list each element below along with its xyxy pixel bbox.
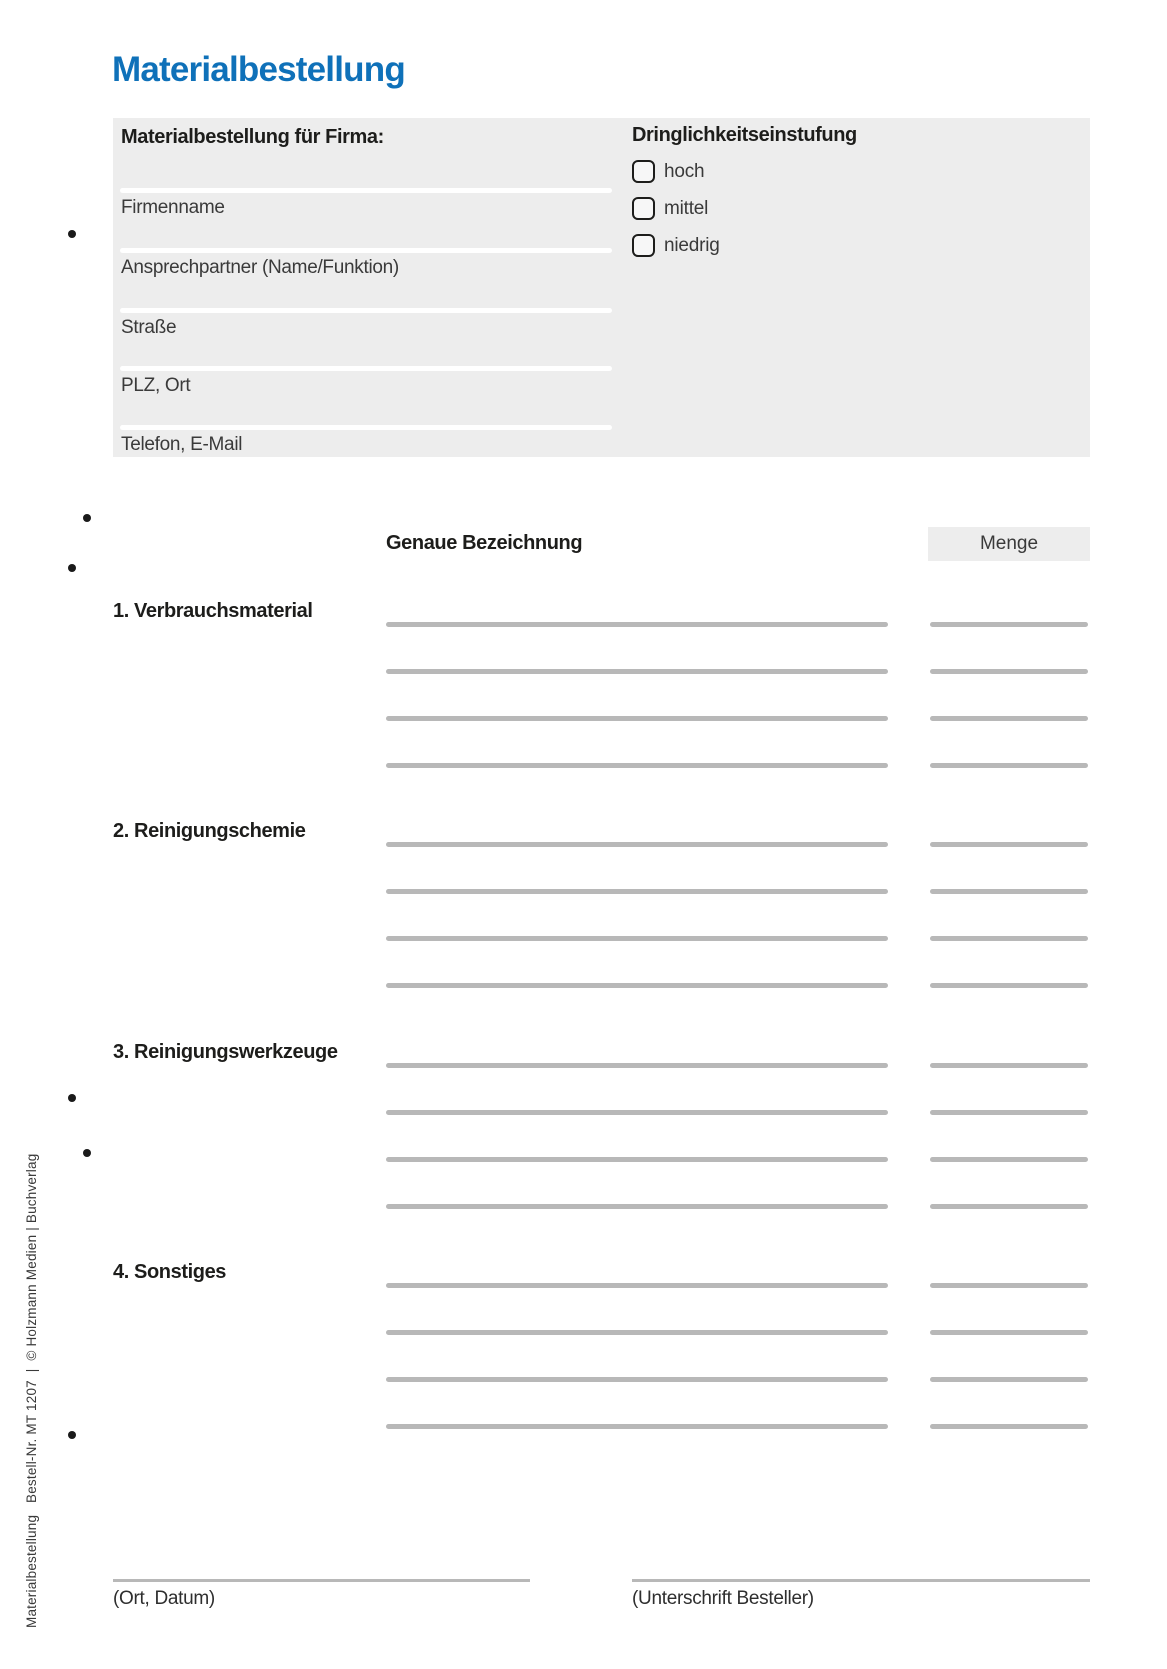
order-quantity-line[interactable] [930, 669, 1088, 674]
order-description-line[interactable] [386, 669, 888, 674]
order-description-line[interactable] [386, 1424, 888, 1429]
page-title: Materialbestellung [112, 50, 405, 89]
urgency-option-label: mittel [664, 197, 709, 219]
section-label: 4. Sonstiges [113, 1261, 227, 1283]
company-field-label: Telefon, E-Mail [121, 434, 243, 455]
urgency-option-label: niedrig [664, 234, 720, 256]
order-description-line[interactable] [386, 983, 888, 988]
company-field-label: Ansprechpartner (Name/Funktion) [121, 257, 399, 278]
order-quantity-line[interactable] [930, 1377, 1088, 1382]
order-description-line[interactable] [386, 1110, 888, 1115]
order-quantity-line[interactable] [930, 936, 1088, 941]
order-description-line[interactable] [386, 716, 888, 721]
column-header-description: Genaue Bezeichnung [386, 532, 583, 554]
order-quantity-line[interactable] [930, 842, 1088, 847]
company-field-label: Straße [121, 317, 177, 338]
company-field-label: PLZ, Ort [121, 375, 191, 396]
order-description-line[interactable] [386, 842, 888, 847]
urgency-option-label: hoch [664, 160, 705, 182]
order-description-line[interactable] [386, 622, 888, 627]
company-box-heading: Materialbestellung für Firma: [121, 126, 384, 148]
order-quantity-line[interactable] [930, 1424, 1088, 1429]
order-quantity-line[interactable] [930, 1157, 1088, 1162]
orderer-signature-label: (Unterschrift Besteller) [632, 1588, 814, 1609]
section-label: 3. Reinigungswerkzeuge [113, 1041, 338, 1063]
place-date-label: (Ort, Datum) [113, 1588, 215, 1609]
order-quantity-line[interactable] [930, 1283, 1088, 1288]
order-quantity-line[interactable] [930, 622, 1088, 627]
order-description-line[interactable] [386, 1063, 888, 1068]
sidebar-vertical-text: Materialbestellung Bestell-Nr. MT 1207 | © Holzmann Medien | Buchverlag [24, 1153, 39, 1628]
order-quantity-line[interactable] [930, 1063, 1088, 1068]
order-quantity-line[interactable] [930, 716, 1088, 721]
order-description-line[interactable] [386, 1157, 888, 1162]
section-label: 2. Reinigungschemie [113, 820, 306, 842]
order-quantity-line[interactable] [930, 1204, 1088, 1209]
order-quantity-line[interactable] [930, 1110, 1088, 1115]
order-quantity-line[interactable] [930, 1330, 1088, 1335]
urgency-heading: Dringlichkeitseinstufung [632, 124, 857, 146]
order-description-line[interactable] [386, 763, 888, 768]
order-description-line[interactable] [386, 1283, 888, 1288]
order-description-line[interactable] [386, 889, 888, 894]
section-label: 1. Verbrauchsmaterial [113, 600, 313, 622]
company-field-label: Firmenname [121, 197, 225, 218]
order-description-line[interactable] [386, 1377, 888, 1382]
order-description-line[interactable] [386, 1330, 888, 1335]
place-date-signature-line[interactable] [113, 1579, 530, 1582]
quantity-header-label: Menge [979, 533, 1039, 554]
order-quantity-line[interactable] [930, 983, 1088, 988]
order-quantity-line[interactable] [930, 889, 1088, 894]
order-description-line[interactable] [386, 936, 888, 941]
orderer-signature-line[interactable] [632, 1579, 1090, 1582]
order-quantity-line[interactable] [930, 763, 1088, 768]
order-description-line[interactable] [386, 1204, 888, 1209]
